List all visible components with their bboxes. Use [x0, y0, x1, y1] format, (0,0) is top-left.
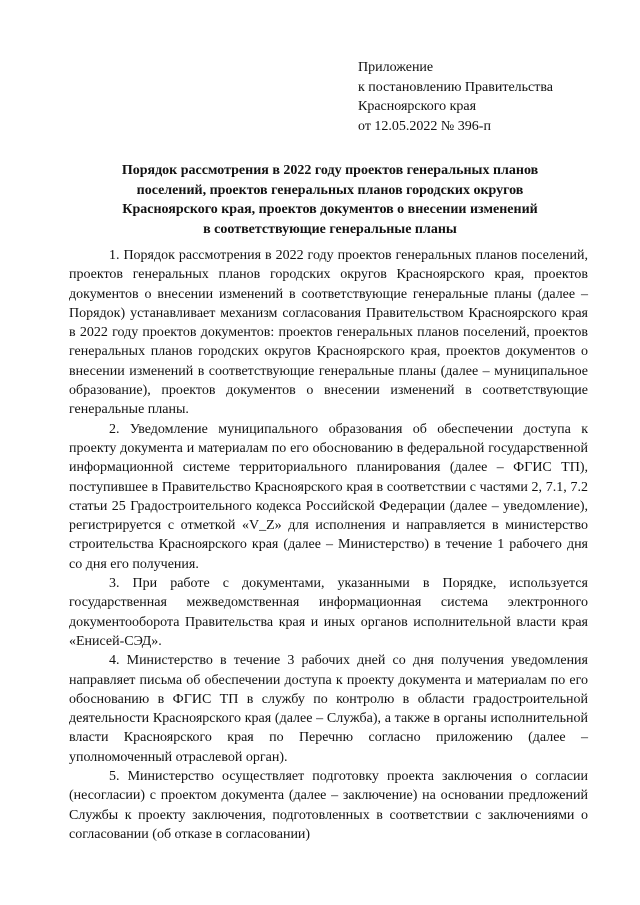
appendix-line: к постановлению Правительства [358, 79, 554, 95]
document-title [70, 161, 590, 239]
appendix-line: Приложение [358, 60, 434, 75]
appendix-block [358, 58, 618, 136]
paragraph-1: 1. Порядок рассмотрения в 2022 году проектов генеральных планов поселений, проектов генеральных планов городских округов Красноярского края, проектов документов о внесении изменений в соответствующие генеральные планы (далее – Порядок) устанавливает механизм согласования Правительством Красноярского края в 2022 году проектов документов: проектов генеральных планов поселений, проектов генеральных планов городских округов Красноярского края, проектов документов о внесении изменений в соответствующие генеральные планы (далее – муниципальное образование), проектов документов о внесении изменений в соответствующие генеральные планы. [69, 248, 588, 418]
title-line: поселений, проектов генеральных планов городских округов [136, 182, 524, 198]
paragraph-5: 5. Министерство осуществляет подготовку проекта заключения о согласии (несогласии) с проектом документа (далее – заключение) на основании предложений Службы к проекту заключения, подготовленных в соответствии с заключениями о согласовании (об отказе в согласовании) [69, 769, 588, 842]
paragraph-3: 3. При работе с документами, указанными в Порядке, используется государственная межведомственная информационная система электронного документооборота Правительства края и иных органов исполнительной власти края «Енисей-СЭД». [69, 576, 588, 649]
appendix-line: Красноярского края [358, 99, 477, 114]
title-line: Красноярского края, проектов документов о внесении изменений [122, 202, 538, 217]
paragraph-4: 4. Министерство в течение 3 рабочих дней со дня получения уведомления направляет письма об обеспечении доступа к проекту документа и материалам по его обоснованию в ФГИС ТП в службу по контролю в области градостроительной деятельности Красноярского края (далее – Служба), а также в органы исполнительной власти Красноярского края по Перечню согласно приложению (далее – уполномоченный отраслевой орган). [69, 653, 588, 765]
paragraph-2: 2. Уведомление муниципального образования об обеспечении доступа к проекту документа и материалам по его обоснованию в федеральной государственной информационной системе территориального планирования (далее – ФГИС ТП), поступившее в Правительство Красноярского края в соответствии с частями 2, 7.1, 7.2 статьи 25 Градостроительного кодекса Российской Федерации (далее – уведомление), регистрируется с отметкой «V_Z» для исполнения и направляется в министерство строительства Красноярского края (далее – Министерство) в течение 1 рабочего дня со дня его получения. [69, 421, 588, 572]
document-body [69, 246, 588, 844]
appendix-line: от 12.05.2022 № 396-п [358, 118, 491, 134]
title-line: Порядок рассмотрения в 2022 году проектов генеральных планов [121, 163, 539, 178]
title-line: в соответствующие генеральные планы [203, 221, 457, 237]
